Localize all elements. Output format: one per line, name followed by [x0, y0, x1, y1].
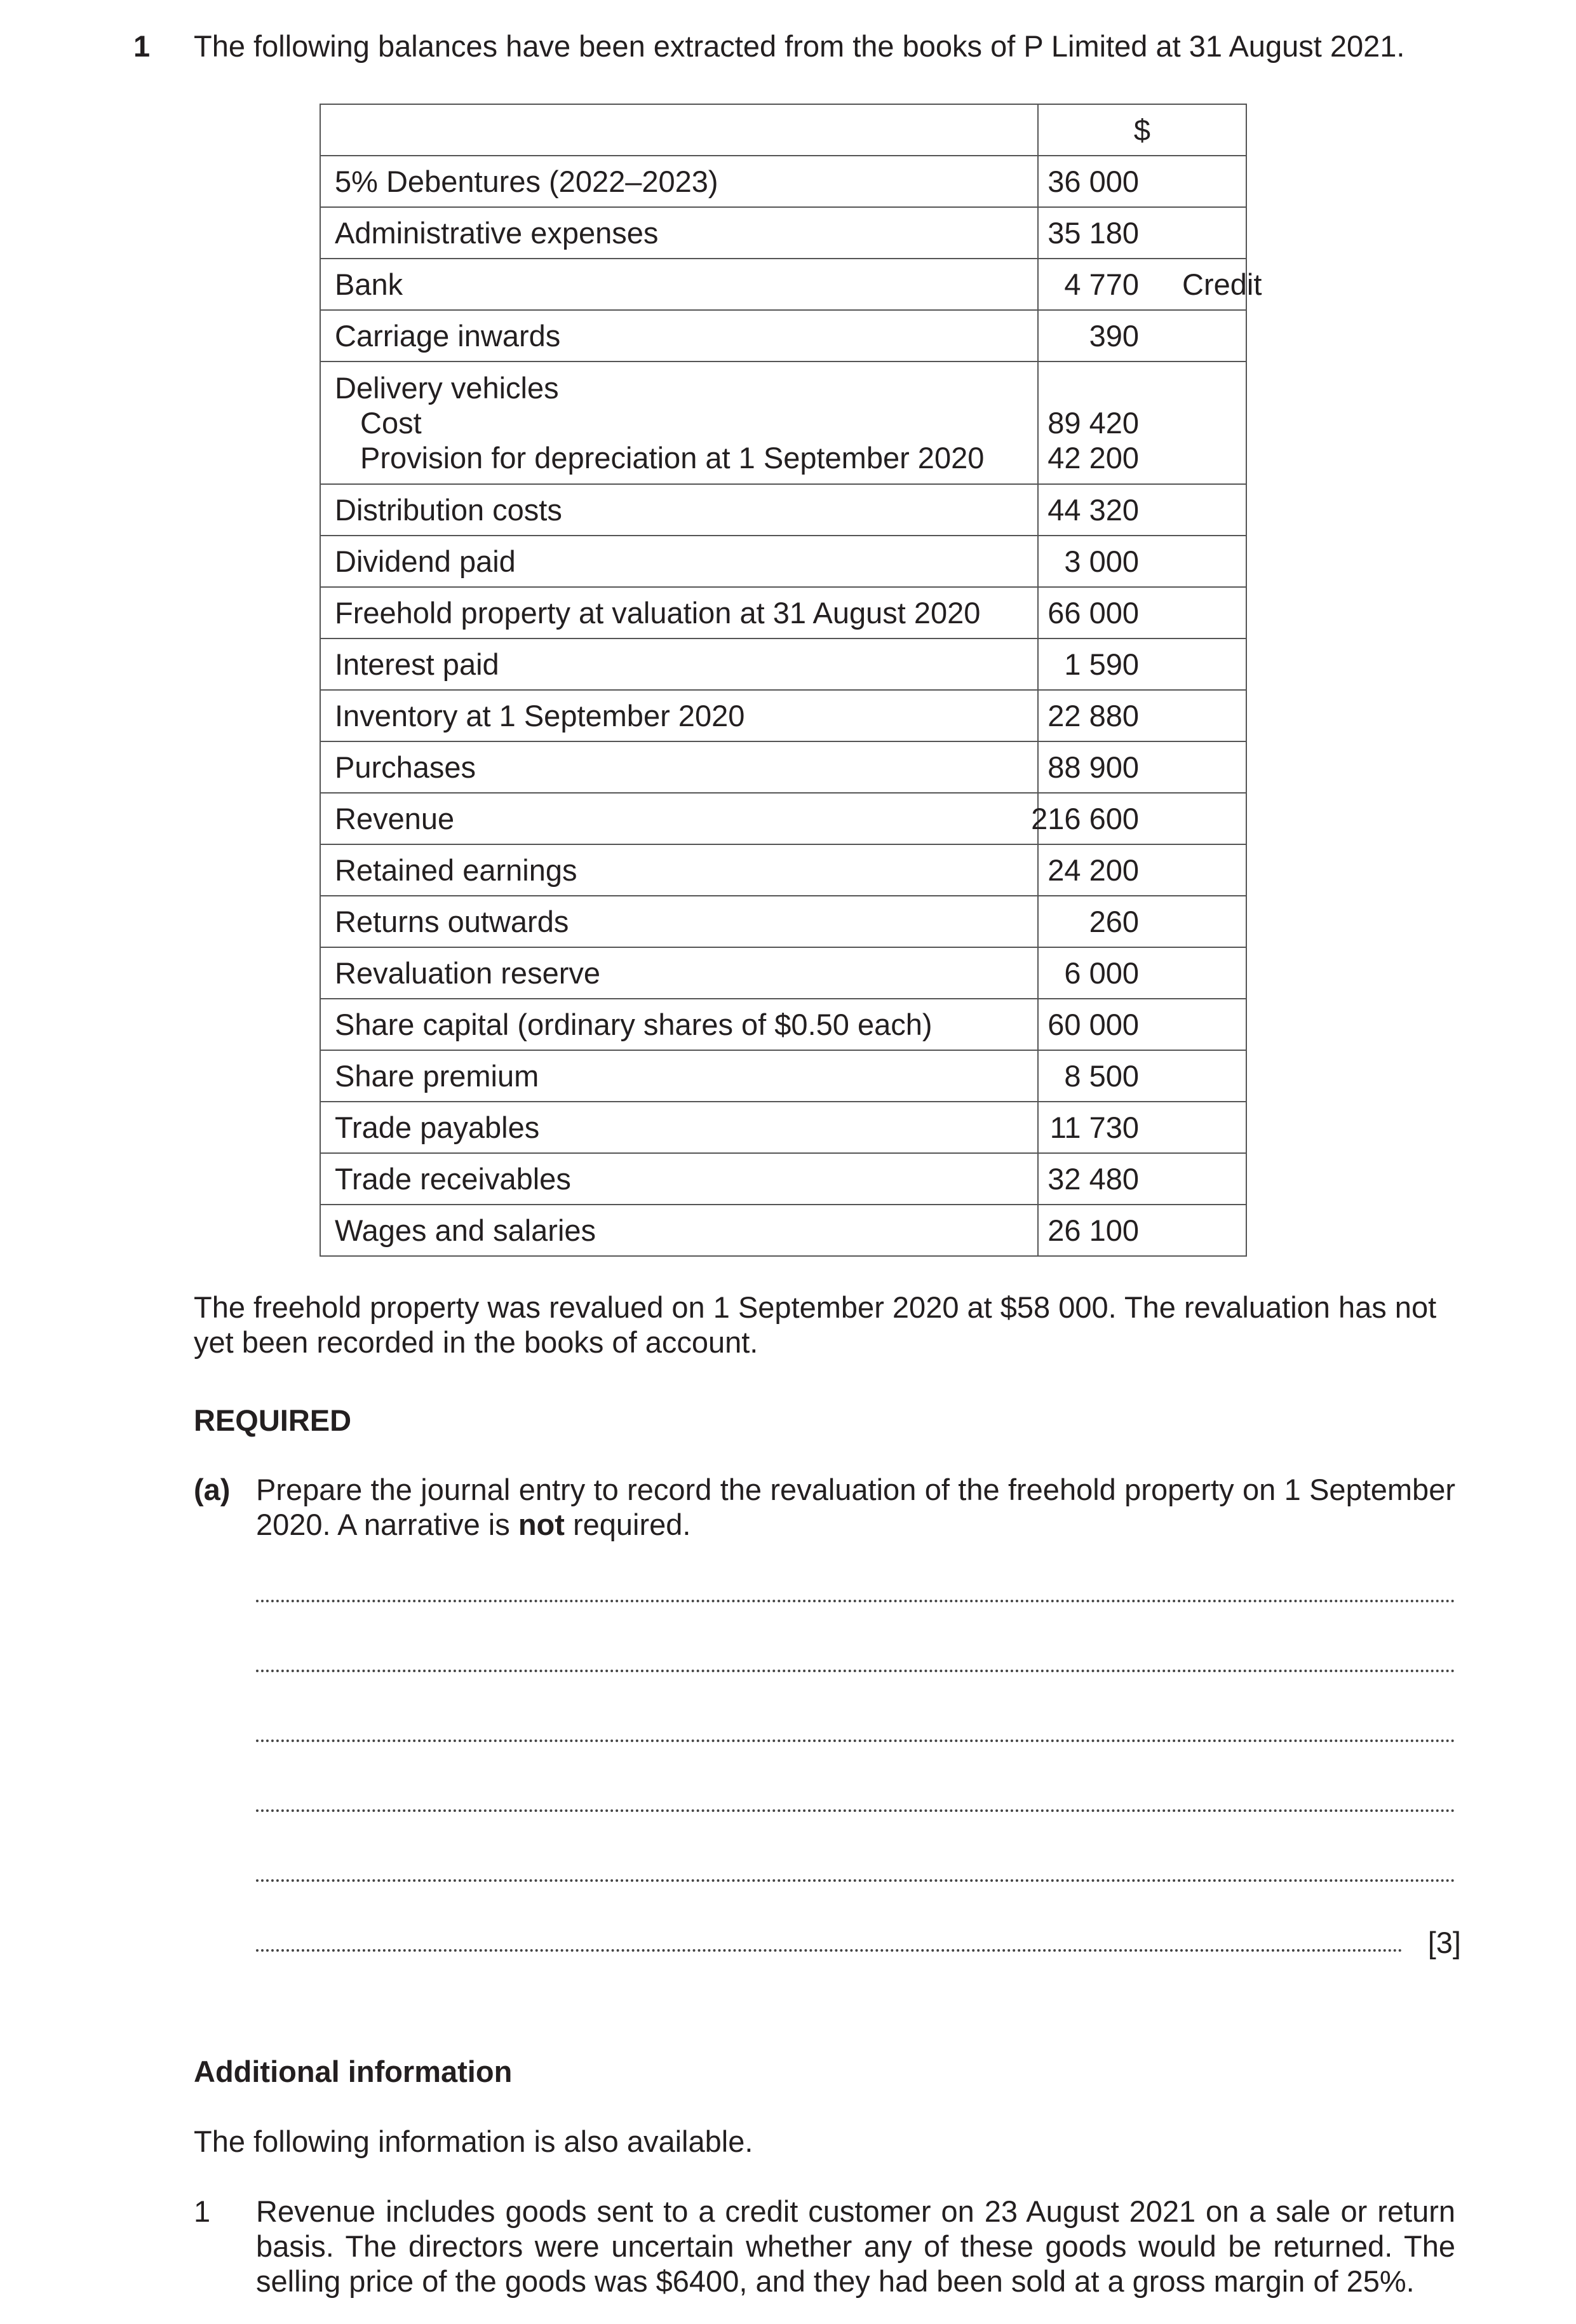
- row-value: 32 480: [1047, 1162, 1139, 1196]
- row-amount-cell: [1038, 947, 1246, 999]
- part-a-label: (a): [194, 1473, 231, 1506]
- answer-line-2[interactable]: [256, 1670, 1455, 1672]
- additional-item-text: Revenue includes goods sent to a credit customer on 23 August 2021 on a sale or return basis. The directors were uncertain whether any of these goods would be returned. The selling price of the goods was $6400, and they had been sold at a gross margin of 25%.: [256, 2194, 1455, 2298]
- row-value: 24 200: [1047, 853, 1139, 887]
- table-row: [320, 690, 1246, 741]
- row-amount-cell: [1038, 844, 1246, 896]
- additional-intro: The following information is also available.: [194, 2125, 753, 2158]
- row-value: 3 000: [1064, 544, 1139, 578]
- row-amount-cell: [1038, 484, 1246, 536]
- row-label-cell: [320, 361, 1038, 484]
- row-value: 6 000: [1064, 956, 1139, 990]
- row-amount-cell: [1038, 999, 1246, 1050]
- credit-note: Credit: [1182, 267, 1262, 301]
- table-row: [320, 638, 1246, 690]
- sub-row-label: Provision for depreciation at 1 September 2020: [360, 441, 985, 475]
- table-row: [320, 484, 1246, 536]
- row-label-cell: Administrative expenses: [320, 207, 1038, 259]
- answer-line-4[interactable]: [256, 1809, 1455, 1812]
- row-value: 88 900: [1047, 750, 1139, 784]
- row-label-cell: Freehold property at valuation at 31 August 2020: [320, 587, 1038, 638]
- answer-line-1[interactable]: [256, 1600, 1455, 1602]
- row-value: 66 000: [1047, 596, 1139, 630]
- row-value: 26 100: [1047, 1213, 1139, 1247]
- row-label-cell: Carriage inwards: [320, 310, 1038, 361]
- sub-row-value: 42 200: [1047, 441, 1139, 475]
- row-amount-cell: [1038, 638, 1246, 690]
- part-a-text-after: required.: [564, 1508, 691, 1541]
- row-label-cell: Dividend paid: [320, 536, 1038, 587]
- row-value: 260: [1089, 905, 1139, 938]
- row-value: 216 600: [1031, 802, 1139, 835]
- part-a-text-bold: not: [518, 1508, 565, 1541]
- row-value: 390: [1089, 319, 1139, 353]
- row-amount-cell: [1038, 1205, 1246, 1256]
- table-row: [320, 156, 1246, 207]
- table-row: [320, 587, 1246, 638]
- table-row: [320, 207, 1246, 259]
- row-value: 11 730: [1049, 1111, 1139, 1144]
- row-amount-cell: [1038, 741, 1246, 793]
- additional-heading: Additional information: [194, 2055, 513, 2088]
- part-a-text-before: Prepare the journal entry to record the revaluation of the freehold property on 1 September 2020. A narrative is: [256, 1473, 1455, 1541]
- row-amount-cell: [1038, 259, 1262, 310]
- row-label-cell: Distribution costs: [320, 484, 1038, 536]
- table-row: [320, 1153, 1246, 1205]
- table-row: [320, 310, 1246, 361]
- row-amount-cell: [1038, 310, 1246, 361]
- table-row: [320, 536, 1246, 587]
- currency-header: $: [1038, 104, 1246, 156]
- row-amount-cell: [1038, 1153, 1246, 1205]
- row-value: 22 880: [1047, 699, 1139, 733]
- table-row: [320, 947, 1246, 999]
- table-row: [320, 1102, 1246, 1153]
- table-row: [320, 259, 1246, 310]
- row-value: 60 000: [1047, 1008, 1139, 1041]
- row-label-cell: Inventory at 1 September 2020: [320, 690, 1038, 741]
- row-label: Delivery vehicles: [335, 371, 559, 405]
- row-value: 35 180: [1047, 216, 1139, 250]
- additional-item-number: 1: [194, 2194, 211, 2228]
- row-value: 36 000: [1047, 165, 1139, 198]
- row-amount-cell: [1038, 896, 1246, 947]
- balances-table: [320, 104, 1262, 1257]
- row-amount-cell: [1038, 156, 1246, 207]
- row-label-cell: Bank: [320, 259, 1038, 310]
- row-value: 1 590: [1064, 647, 1139, 681]
- row-amount-cell: [1038, 1050, 1246, 1102]
- answer-line-5[interactable]: [256, 1879, 1455, 1882]
- sub-row-label: Cost: [360, 406, 422, 440]
- table-row: [320, 361, 1246, 484]
- row-label-cell: Revaluation reserve: [320, 947, 1038, 999]
- part-a-text: [256, 1472, 1455, 1542]
- answer-line-6[interactable]: [256, 1949, 1403, 1952]
- answer-line-3[interactable]: [256, 1740, 1455, 1742]
- row-value: 8 500: [1064, 1059, 1139, 1093]
- row-amount-cell: [1038, 1102, 1246, 1153]
- question-intro: The following balances have been extracted from the books of P Limited at 31 August 2021.: [194, 29, 1405, 63]
- marks-label: [3]: [1427, 1926, 1461, 1959]
- table-row: [320, 741, 1246, 793]
- question-number: 1: [133, 29, 151, 63]
- row-label-cell: Interest paid: [320, 638, 1038, 690]
- sub-row-value: 89 420: [1047, 406, 1139, 440]
- required-heading: REQUIRED: [194, 1403, 352, 1437]
- row-label-cell: Wages and salaries: [320, 1205, 1038, 1256]
- header-blank-cell: [320, 104, 1038, 156]
- row-label-cell: Returns outwards: [320, 896, 1038, 947]
- row-label-cell: Retained earnings: [320, 844, 1038, 896]
- row-label-cell: Share capital (ordinary shares of $0.50 each): [320, 999, 1038, 1050]
- table-row: [320, 1050, 1246, 1102]
- row-amount-cell: [1038, 536, 1246, 587]
- table-row: [320, 1205, 1246, 1256]
- row-label-cell: Trade payables: [320, 1102, 1038, 1153]
- row-label-cell: Revenue: [320, 793, 1038, 844]
- row-amount-cell: [1038, 361, 1246, 484]
- row-label-cell: 5% Debentures (2022–2023): [320, 156, 1038, 207]
- revaluation-note: The freehold property was revalued on 1 September 2020 at $58 000. The revaluation has not yet been recorded in the books of account.: [194, 1290, 1437, 1359]
- row-amount-cell: [1031, 793, 1246, 844]
- row-value: 4 770: [1064, 267, 1139, 301]
- row-amount-cell: [1038, 587, 1246, 638]
- table-header-row: [320, 104, 1246, 156]
- row-amount-cell: [1038, 207, 1246, 259]
- table-row: [320, 896, 1246, 947]
- table-row: [320, 844, 1246, 896]
- row-value: 44 320: [1047, 493, 1139, 527]
- row-amount-cell: [1038, 690, 1246, 741]
- row-label-cell: Share premium: [320, 1050, 1038, 1102]
- row-label-cell: Trade receivables: [320, 1153, 1038, 1205]
- table-row: [320, 999, 1246, 1050]
- row-label-cell: Purchases: [320, 741, 1038, 793]
- table-row: [320, 793, 1246, 844]
